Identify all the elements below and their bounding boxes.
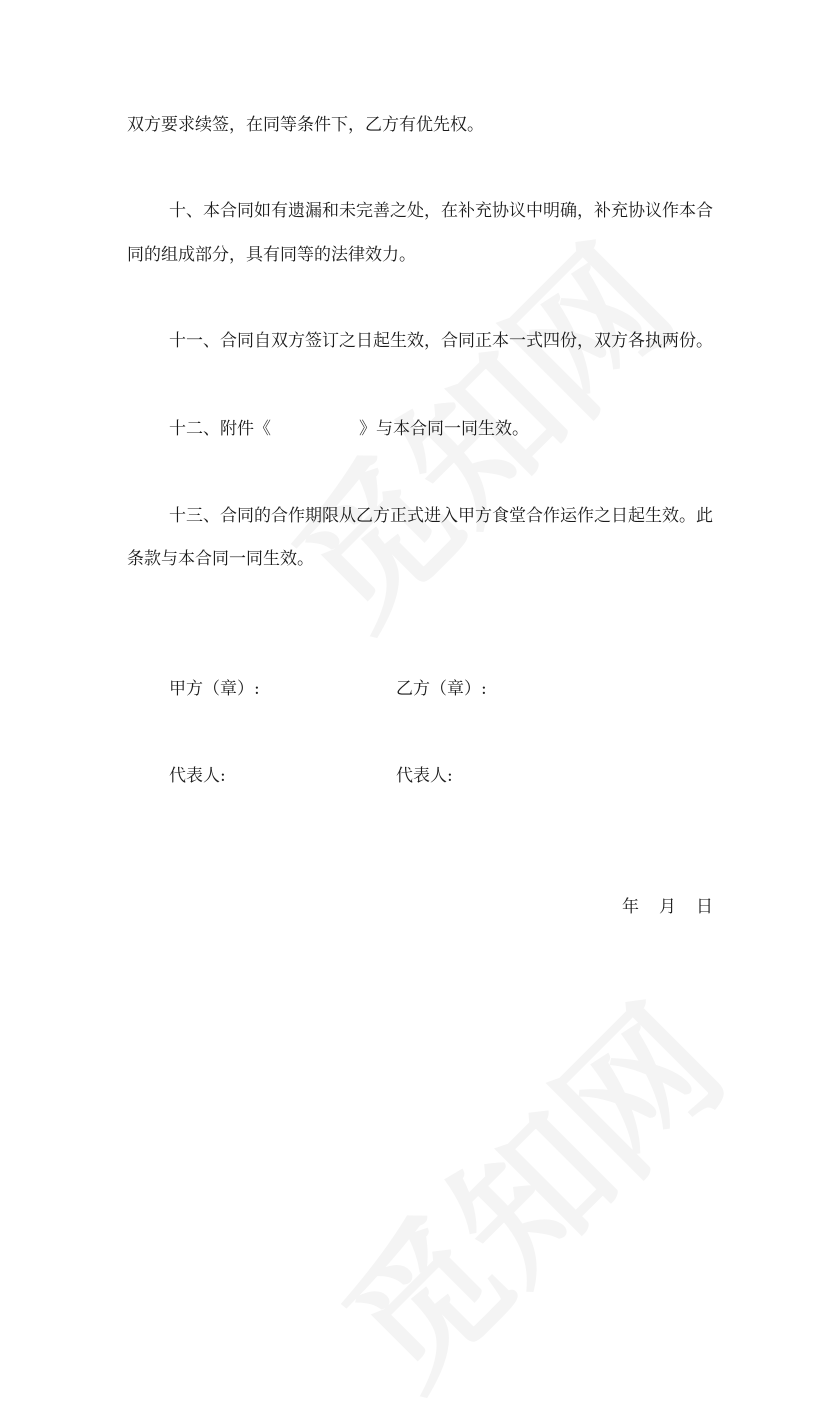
paragraph-10-line-1: 十、本合同如有遗漏和未完善之处，在补充协议中明确，补充协议作本合 — [169, 201, 713, 221]
watermark — [290, 953, 761, 1423]
paragraph-13-line-2: 条款与本合同一同生效。 — [127, 549, 314, 569]
party-a-seal-label: 甲方（章）: — [169, 679, 260, 699]
paragraph-11: 十一、合同自双方签订之日起生效，合同正本一式四份，双方各执两份。 — [169, 331, 713, 351]
date-day-label: 日 — [696, 897, 713, 917]
paragraph-12-suffix: 》与本合同一同生效。 — [359, 419, 529, 439]
party-b-seal-label: 乙方（章）: — [396, 679, 487, 699]
paragraph-12 — [169, 418, 529, 440]
signing-date — [622, 896, 713, 918]
paragraph-10-line-2: 同的组成部分，具有同等的法律效力。 — [127, 245, 416, 265]
party-a-representative-label: 代表人: — [169, 766, 226, 786]
party-b-representative-label: 代表人: — [396, 766, 453, 786]
date-year-label: 年 — [622, 897, 639, 917]
date-month-label: 月 — [659, 897, 676, 917]
paragraph-13-line-1: 十三、合同的合作期限从乙方正式进入甲方食堂合作运作之日起生效。此 — [169, 506, 713, 526]
paragraph-12-prefix: 十二、附件《 — [169, 419, 271, 439]
paragraph-9-continuation: 双方要求续签，在同等条件下，乙方有优先权。 — [127, 115, 484, 135]
